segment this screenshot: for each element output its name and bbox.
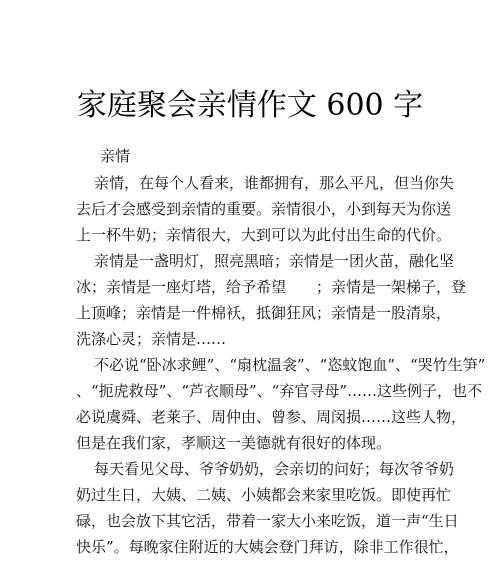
document-subtitle: 亲情 (100, 147, 131, 165)
text-line-15: 快乐”。每晚家住附近的大姨会登门拜访，除非工作很忙， (76, 538, 459, 556)
text-line-14: 碌，也会放下其它活，带着一家大小来吃饭，道一声“生日 (76, 512, 459, 530)
text-line-8: 不必说“卧冰求鲤”、“扇枕温衾”、“恣蚊饱血”、“哭竹生笋” (94, 356, 486, 374)
document-title: 家庭聚会亲情作文 600 字 (76, 88, 424, 123)
text-line-9: 、“扼虎救母”、“芦衣顺母”、“弃官寻母”……这些例子，也不 (76, 382, 483, 400)
text-line-10: 必说虞舜、老莱子、周仲由、曾参、周闵损……这些人物， (76, 408, 467, 426)
text-line-7: 洗涤心灵；亲情是…… (76, 330, 227, 348)
text-line-11: 但是在我们家，孝顺这一美德就有很好的体现。 (76, 434, 392, 452)
text-line-5: 冰；亲情是一座灯塔，给予希望 ；亲情是一架梯子，登 (76, 278, 467, 296)
text-line-6: 上顶峰；亲情是一件棉袄，抵御狂风；亲情是一股清泉， (76, 304, 452, 322)
text-line-2: 去后才会感受到亲情的重要。亲情很小，小到每天为你送 (76, 200, 452, 218)
text-line-4: 亲情是一盏明灯，照亮黑暗；亲情是一团火苗，融化坚 (94, 252, 455, 270)
text-line-13: 奶过生日，大姨、二姨、小姨都会来家里吃饭。即使再忙 (76, 486, 452, 504)
text-line-1: 亲情，在每个人看来，谁都拥有，那么平凡，但当你失 (94, 174, 455, 192)
text-line-12: 每天看见父母、爷爷奶奶，会亲切的问好；每次爷爷奶 (94, 460, 455, 478)
text-line-3: 上一杯牛奶；亲情很大，大到可以为此付出生命的代价。 (76, 226, 452, 244)
